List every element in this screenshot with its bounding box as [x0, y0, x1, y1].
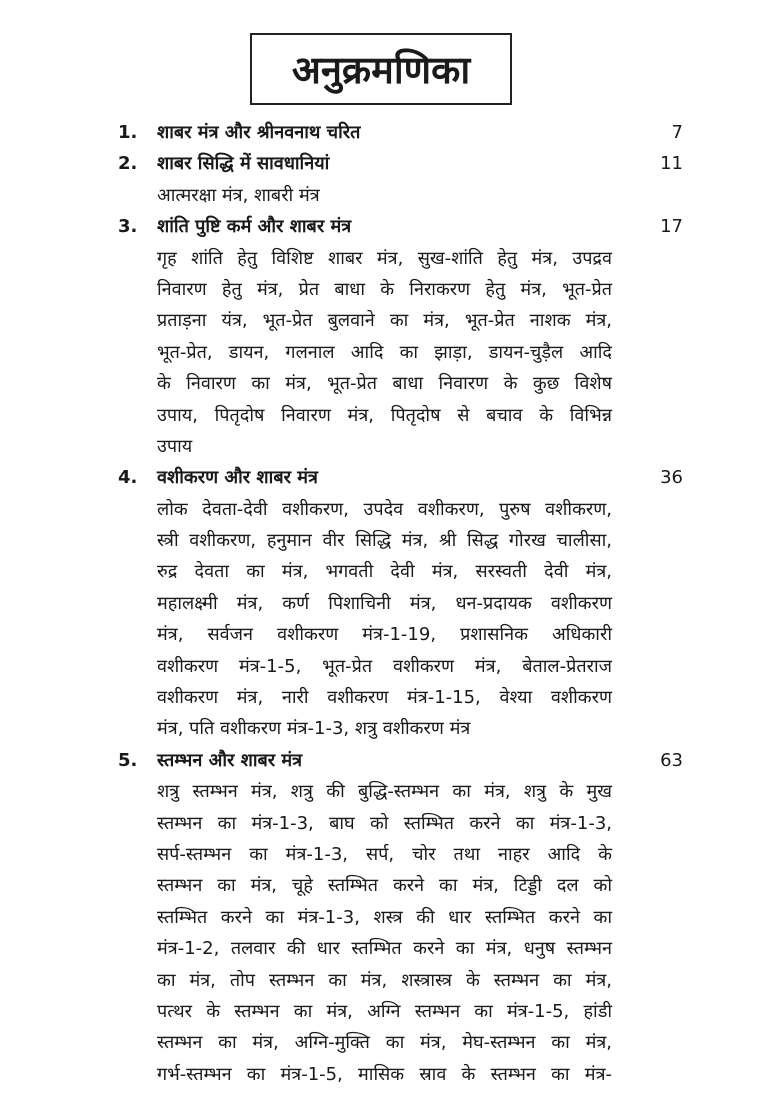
entry-number: 2.: [118, 153, 138, 175]
subtopic-text: पत्थर के स्तम्भन का मंत्र, अग्नि स्तम्भन का मंत्र-1-5, हांडी: [157, 1000, 612, 1022]
subtopic-text: मंत्र-1-2, तलवार की धार स्तम्भित करने का मंत्र, धनुष स्तम्भन: [157, 938, 612, 960]
entry-subtopics-line: [0, 713, 780, 744]
entry-heading: स्तम्भन और शाबर मंत्र: [157, 749, 303, 771]
entry-subtopics-line: [0, 902, 780, 933]
entry-subtopics-line: [0, 274, 780, 305]
subtopic-text: प्रताड़ना यंत्र, भूत-प्रेत बुलवाने का मंत्र, भूत-प्रेत नाशक मंत्र,: [157, 310, 612, 332]
entry-subtopics-line: [0, 368, 780, 399]
subtopic-text: वशीकरण मंत्र, नारी वशीकरण मंत्र-1-15, वेश्या वशीकरण: [157, 687, 612, 709]
subtopic-text: सर्प-स्तम्भन का मंत्र-1-3, सर्प, चोर तथा नाहर आदि के: [157, 843, 612, 865]
subtopic-text: स्तम्भन का मंत्र, चूहे स्तम्भित करने का मंत्र, टिड्डी दल को: [157, 875, 612, 897]
toc-entry[interactable]: [0, 148, 780, 179]
subtopic-text: गर्भ-स्तम्भन का मंत्र-1-5, मासिक स्राव के स्तम्भन का मंत्र-: [157, 1063, 612, 1085]
entry-subtopics-line: [0, 556, 780, 587]
table-of-contents: [0, 117, 780, 1090]
toc-entry[interactable]: [0, 211, 780, 242]
entry-page-number: 36: [660, 467, 683, 489]
entry-heading: वशीकरण और शाबर मंत्र: [157, 467, 318, 489]
page-title: अनुक्रमणिका: [250, 33, 512, 105]
entry-subtopics-line: [0, 651, 780, 682]
entry-number: 3.: [118, 216, 138, 238]
entry-heading: शाबर मंत्र और श्रीनवनाथ चरित: [157, 122, 361, 143]
subtopic-text: स्त्री वशीकरण, हनुमान वीर सिद्धि मंत्र, श्री सिद्ध गोरख चालीसा,: [157, 530, 612, 552]
toc-entry[interactable]: [0, 117, 780, 148]
entry-subtopics-line: [0, 494, 780, 525]
subtopic-text: स्तम्भित करने का मंत्र-1-3, शस्त्र की धार स्तम्भित करने का: [157, 906, 612, 928]
entry-subtopics-line: [0, 243, 780, 274]
entry-page-number: 17: [660, 216, 683, 238]
entry-subtopics-line: [0, 682, 780, 713]
entry-subtopics-line: [0, 965, 780, 996]
subtopic-text: भूत-प्रेत, डायन, गलनाल आदि का झाड़ा, डायन-चुड़ैल आदि: [157, 341, 612, 363]
entry-heading: शाबर सिद्धि में सावधानियां: [157, 153, 330, 175]
subtopic-text: उपाय: [157, 435, 193, 457]
entry-page-number: 11: [660, 153, 683, 175]
entry-subtopics-line: [0, 870, 780, 901]
entry-subtopics-line: [0, 400, 780, 431]
entry-subtopics-line: [0, 180, 780, 211]
entry-subtopics-line: [0, 933, 780, 964]
subtopic-text: महालक्ष्मी मंत्र, कर्ण पिशाचिनी मंत्र, धन-प्रदायक वशीकरण: [157, 592, 612, 614]
subtopic-text: आत्मरक्षा मंत्र, शाबरी मंत्र: [157, 184, 320, 206]
entry-subtopics-line: [0, 1027, 780, 1058]
entry-subtopics-line: [0, 808, 780, 839]
subtopic-text: उपाय, पितृदोष निवारण मंत्र, पितृदोष से बचाव के विभिन्न: [157, 404, 612, 426]
subtopic-text: के निवारण का मंत्र, भूत-प्रेत बाधा निवारण के कुछ विशेष: [157, 373, 612, 395]
entry-subtopics-line: [0, 588, 780, 619]
toc-entry[interactable]: [0, 462, 780, 493]
subtopic-text: का मंत्र, तोप स्तम्भन का मंत्र, शस्त्रास्त्र के स्तम्भन का मंत्र,: [157, 969, 612, 991]
toc-entry[interactable]: [0, 745, 780, 776]
subtopic-text: निवारण हेतु मंत्र, प्रेत बाधा के निराकरण हेतु मंत्र, भूत-प्रेत: [157, 278, 612, 300]
entry-subtopics-line: [0, 525, 780, 556]
entry-page-number: 63: [660, 749, 683, 771]
entry-number: 5.: [118, 749, 138, 771]
subtopic-text: मंत्र, पति वशीकरण मंत्र-1-3, शत्रु वशीकरण मंत्र: [157, 718, 471, 740]
entry-subtopics-line: [0, 305, 780, 336]
entry-page-number: 7: [671, 122, 683, 143]
subtopic-text: स्तम्भन का मंत्र, अग्नि-मुक्ति का मंत्र, मेघ-स्तम्भन का मंत्र,: [157, 1032, 612, 1054]
entry-subtopics-line: [0, 337, 780, 368]
subtopic-text: मंत्र, सर्वजन वशीकरण मंत्र-1-19, प्रशासनिक अधिकारी: [157, 624, 612, 646]
entry-subtopics-line: [0, 996, 780, 1027]
subtopic-text: शत्रु स्तम्भन मंत्र, शत्रु की बुद्धि-स्तम्भन का मंत्र, शत्रु के मुख: [157, 781, 612, 803]
entry-number: 1.: [118, 122, 138, 143]
entry-subtopics-line: [0, 1059, 780, 1090]
subtopic-text: स्तम्भन का मंत्र-1-3, बाघ को स्तम्भित करने का मंत्र-1-3,: [157, 812, 612, 834]
entry-subtopics-line: [0, 839, 780, 870]
subtopic-text: वशीकरण मंत्र-1-5, भूत-प्रेत वशीकरण मंत्र, बेताल-प्रेतराज: [157, 655, 612, 677]
entry-heading: शांति पुष्टि कर्म और शाबर मंत्र: [157, 216, 352, 238]
entry-subtopics-line: [0, 431, 780, 462]
entry-subtopics-line: [0, 776, 780, 807]
subtopic-text: गृह शांति हेतु विशिष्ट शाबर मंत्र, सुख-शांति हेतु मंत्र, उपद्रव: [157, 247, 612, 269]
entry-number: 4.: [118, 467, 138, 489]
entry-subtopics-line: [0, 619, 780, 650]
subtopic-text: रुद्र देवता का मंत्र, भगवती देवी मंत्र, सरस्वती देवी मंत्र,: [157, 561, 612, 583]
subtopic-text: लोक देवता-देवी वशीकरण, उपदेव वशीकरण, पुरुष वशीकरण,: [157, 498, 612, 520]
